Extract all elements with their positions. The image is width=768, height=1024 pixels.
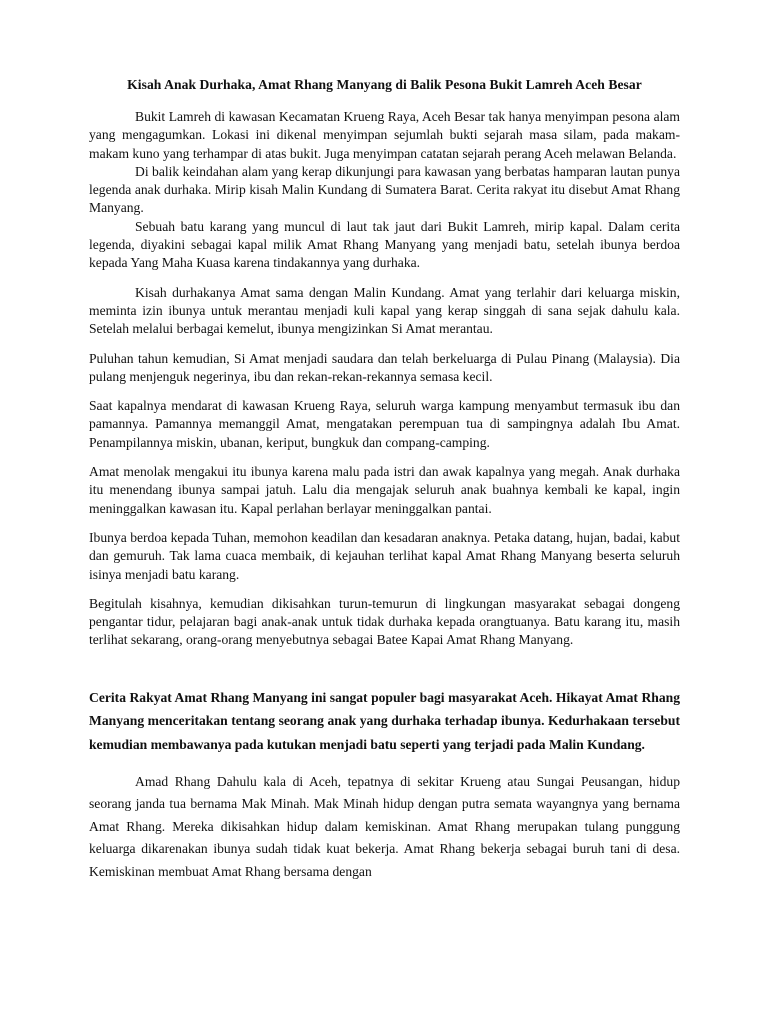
paragraph-4: Kisah durhakanya Amat sama dengan Malin Kundang. Amat yang terlahir dari keluarga miskin, meminta izin ibunya untuk merantau menjadi kuli kapal yang kerap singgah di sana sejak dahulu kala. Setelah melalui berbagai kemelut, ibunya mengizinkan Si Amat merantau. bbox=[89, 284, 680, 337]
bold-summary-paragraph: Cerita Rakyat Amat Rhang Manyang ini sangat populer bagi masyarakat Aceh. Hikayat Amat Rhang Manyang menceritakan tentang seorang anak yang durhaka terhadap ibunya. Kedurhakaan tersebut kemudian membawanya pada kutukan menjadi batu seperti yang terjadi pada Malin Kundang. bbox=[89, 689, 680, 752]
paragraph-8: Ibunya berdoa kepada Tuhan, memohon keadilan dan kesadaran anaknya. Petaka datang, hujan, badai, kabut dan gemuruh. Tak lama cuaca membaik, di kejauhan terlihat kapal Amat Rhang Manyang beserta seluruh isinya menjadi batu karang. bbox=[89, 529, 680, 582]
paragraph-3: Sebuah batu karang yang muncul di laut tak jaut dari Bukit Lamreh, mirip kapal. Dalam cerita legenda, diyakini sebagai kapal milik Amat Rhang Manyang yang menjadi batu, setelah ibunya berdoa kepada Yang Maha Kuasa karena tindakannya yang durhaka. bbox=[89, 218, 680, 271]
paragraph-1: Bukit Lamreh di kawasan Kecamatan Krueng Raya, Aceh Besar tak hanya menyimpan pesona alam yang mengagumkan. Lokasi ini dikenal menyimpan sejumlah bukti sejarah masa silam, pada makam-makam kuno yang terhampar di atas bukit. Juga menyimpan catatan sejarah perang Aceh melawan Belanda. bbox=[89, 109, 680, 161]
paragraph-2: Di balik keindahan alam yang kerap dikunjungi para kawasan yang berbatas hamparan lautan punya legenda anak durhaka. Mirip kisah Malin Kundang di Sumatera Barat. Cerita rakyat itu disebut Amat Rhang Manyang. bbox=[89, 163, 680, 216]
paragraph-7: Amat menolak mengakui itu ibunya karena malu pada istri dan awak kapalnya yang megah. Anak durhaka itu menendang ibunya sampai jatuh. Lalu dia mengajak seluruh anak buahnya kembali ke kapal, ingin meninggalkan kawasan itu. Kapal perlahan berlayar meninggalkan pantai. bbox=[89, 464, 680, 516]
paragraph-6: Saat kapalnya mendarat di kawasan Krueng Raya, seluruh warga kampung menyambut termasuk ibu dan pamannya. Pamannya memanggil Amat, mengatakan perempuan tua di sampingnya adalah Ibu Amat. Penampilannya miskin, ubanan, keriput, bungkuk dan compang-camping. bbox=[89, 398, 680, 450]
paragraph-9: Begitulah kisahnya, kemudian dikisahkan turun-temurun di lingkungan masyarakat sebagai dongeng pengantar tidur, pelajaran bagi anak-anak untuk tidak durhaka kepada orangtuanya. Batu karang itu, masih terlihat sekarang, orang-orang menyebutnya sebagai Batee Kapai Amat Rhang Manyang. bbox=[89, 595, 680, 648]
paragraph-5: Puluhan tahun kemudian, Si Amat menjadi saudara dan telah berkeluarga di Pulau Pinang (Malaysia). Dia pulang menjenguk negerinya, ibu dan rekan-rekan-rekannya semasa kecil. bbox=[89, 350, 680, 384]
document-title: Kisah Anak Durhaka, Amat Rhang Manyang di Balik Pesona Bukit Lamreh Aceh Besar bbox=[127, 77, 642, 92]
final-paragraph: Amad Rhang Dahulu kala di Aceh, tepatnya di sekitar Krueng atau Sungai Peusangan, hidup seorang janda tua bernama Mak Minah. Mak Minah hidup dengan putra semata wayangnya yang bernama Amat Rhang. Mereka dikisahkan hidup dalam kemiskinan. Amat Rhang merupakan tulang punggung keluarga dikarenakan ibunya sudah tidak kuat bekerja. Amat Rhang bekerja sebagai buruh tani di desa. Kemiskinan membuat Amat Rhang bersama dengan bbox=[89, 773, 680, 879]
